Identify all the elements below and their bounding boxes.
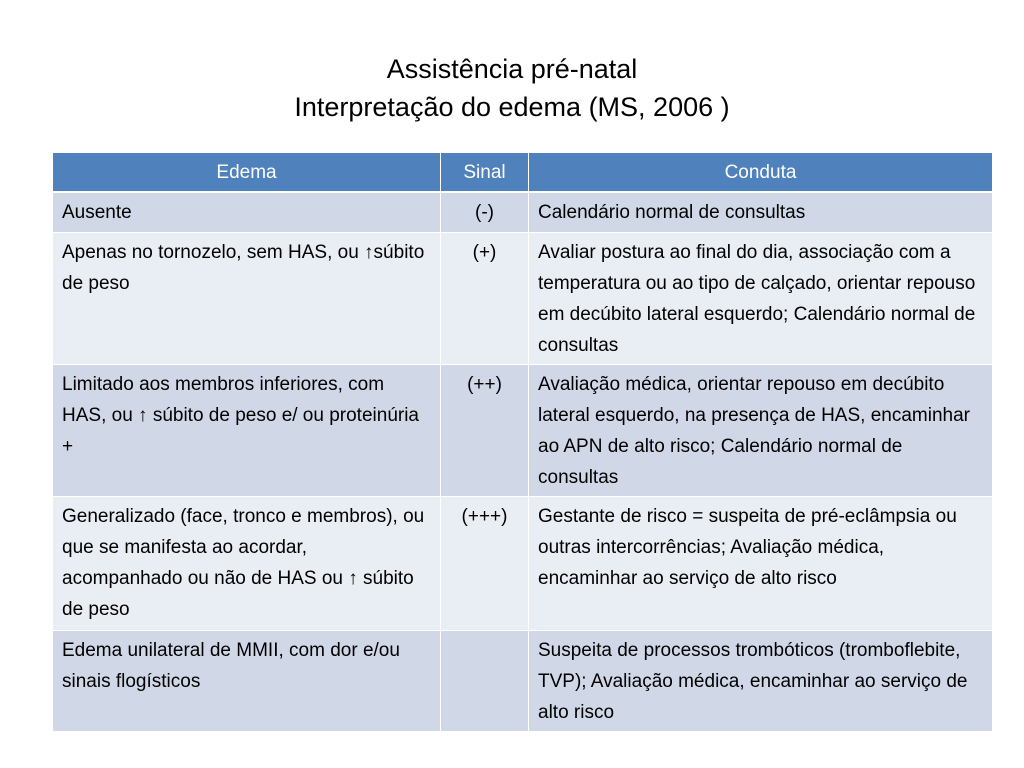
table-header-row bbox=[53, 153, 993, 193]
slide-title-line-2: Interpretação do edema (MS, 2006 ) bbox=[294, 92, 730, 122]
cell-conduta: Suspeita de processos trombóticos (tromboflebite, TVP); Avaliação médica, encaminhar ao serviço de alto risco bbox=[529, 630, 993, 731]
cell-conduta: Calendário normal de consultas bbox=[529, 192, 993, 232]
slide-title-line-1: Assistência pré-natal bbox=[386, 54, 638, 84]
table-row bbox=[53, 630, 993, 731]
table-row bbox=[53, 496, 993, 630]
cell-conduta: Gestante de risco = suspeita de pré-eclâmpsia ou outras intercorrências; Avaliação médica, encaminhar ao serviço de alto risco bbox=[529, 496, 993, 630]
cell-edema: Limitado aos membros inferiores, com HAS, ou ↑ súbito de peso e/ ou proteinúria + bbox=[53, 364, 441, 496]
cell-sinal: (++) bbox=[441, 364, 529, 496]
cell-edema: Edema unilateral de MMII, com dor e/ou sinais flogísticos bbox=[53, 630, 441, 731]
table-row bbox=[53, 232, 993, 364]
header-sinal: Sinal bbox=[441, 153, 529, 193]
header-conduta: Conduta bbox=[529, 153, 993, 193]
cell-conduta: Avaliação médica, orientar repouso em decúbito lateral esquerdo, na presença de HAS, encaminhar ao APN de alto risco; Calendário normal de consultas bbox=[529, 364, 993, 496]
cell-sinal bbox=[441, 630, 529, 731]
cell-conduta: Avaliar postura ao final do dia, associação com a temperatura ou ao tipo de calçado, orientar repouso em decúbito lateral esquerdo; Calendário normal de consultas bbox=[529, 232, 993, 364]
slide-title bbox=[0, 50, 1024, 126]
header-edema: Edema bbox=[53, 153, 441, 193]
table-row bbox=[53, 192, 993, 232]
table-row bbox=[53, 364, 993, 496]
cell-edema: Generalizado (face, tronco e membros), ou que se manifesta ao acordar, acompanhado ou não de HAS ou ↑ súbito de peso bbox=[53, 496, 441, 630]
cell-edema: Apenas no tornozelo, sem HAS, ou ↑súbito de peso bbox=[53, 232, 441, 364]
cell-sinal: (+++) bbox=[441, 496, 529, 630]
cell-sinal: (+) bbox=[441, 232, 529, 364]
cell-sinal: (-) bbox=[441, 192, 529, 232]
edema-table bbox=[52, 152, 993, 732]
cell-edema: Ausente bbox=[53, 192, 441, 232]
